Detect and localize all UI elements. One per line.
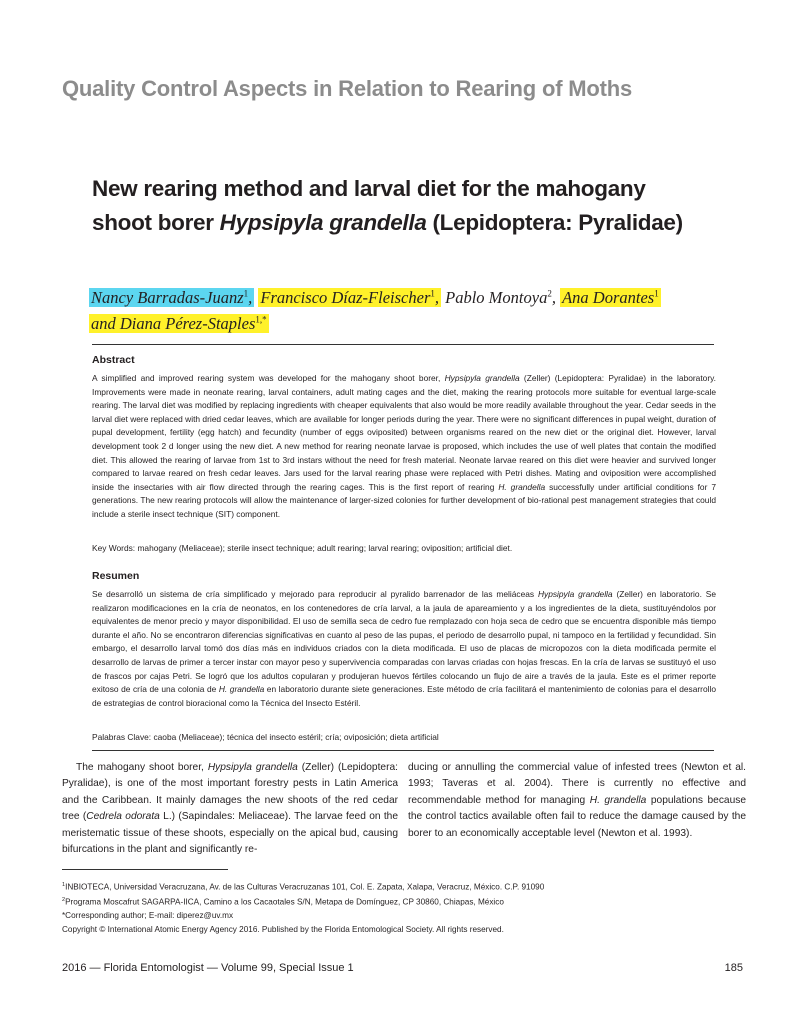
article-title	[92, 172, 692, 240]
author-2: Francisco Díaz-Fleischer$^1$,	[260, 287, 439, 307]
footnote-copyright: Copyright © International Atomic Energy Agency 2016. Published by the Florida Entomological Society. All rights reserved.	[62, 924, 504, 934]
footnote-rule	[62, 869, 228, 870]
author-5: and Diana Pérez-Staples$^{1,*}$	[91, 314, 267, 333]
resumen-keywords: Palabras Clave: caoba (Meliaceae); técnica del insecto estéril; cría; oviposición; dieta artificial	[92, 732, 439, 742]
footnote-corresponding-author: *Corresponding author; E-mail: diperez@uv.mx	[62, 911, 234, 921]
resumen-heading: Resumen	[92, 570, 140, 582]
body-column-right: ducing or annulling the commercial value of infested trees (Newton et al. 1993; Taveras et al. 2004). There is currently no effective and recommendable method for managing H. grandella populations because the control tactics available often fail to reduce the damage caused by the borer to an economically acceptable level (Newton et al. 1993).	[408, 762, 746, 839]
footnote-affiliation-1: $^1$INBIOTECA, Universidad Veracruzana, Av. de las Culturas Veracruzanas 101, Col. E. Zapata, Xalapa, Veracruz, México. C.P. 91090	[62, 882, 545, 892]
title-part-1: New rearing method and larval diet for the mahogany shoot borer	[92, 176, 646, 235]
page-number: 185	[724, 962, 743, 974]
resumen-text: Se desarrolló un sistema de cría simplificado y mejorado para reproducir al pyralido barrenador de las meliáceas Hypsipyla grandella (Zeller) en laboratorio. Se realizaron modificaciones en la cría de neonatos, en los contenedores de cría larval, a la jaula de apareamiento y a los ingredientes de la dieta, sustituyéndolos por equivalentes de menor precio y mayor disponibilidad. El uso de semilla seca de cedro fue remplazado con hoja seca de cedro que se encuentra disponible más tiempo durante el año. No se encontraron diferencias significativas en cuanto al peso de las pupas, el periodo de desarrollo pupal, ni tampoco en la fertilidad y fecundidad. Sin embargo, el desarrollo larval tomó dos días más en individuos criados con la dieta modificada. El uso de placas de micropozos con la dieta modificada permite el desarrollo de larvas de primer a tercer instar con mayor peso y supervivencia comparadas con larvas criadas con hojas frescas. En la cría de larvas se sustituyó el uso de frascos por cajas Petri. Se logró que los adultos copularan y produjeran huevos fértiles colocando un flujo de aire a través de la jaula. Este es el primer reporte exitoso de cría de una colonia de H. grandella en laboratorio durante siete generaciones. Este método de cría facilitará el mantenimiento de colonias para el desarrollo de estrategias de control bioracional como la Técnica del Insecto Estéril.	[92, 589, 716, 708]
abstract-text: A simplified and improved rearing system was developed for the mahogany shoot borer, Hypsipyla grandella (Zeller) (Lepidoptera: Pyralidae) in the laboratory. Improvements were made in neonate rearing, larval containers, adult mating cages and the diet, making the rearing protocols more suitable for eventual large-scale rearing. The larval diet was modified by replacing ingredients with cheaper equivalents that also would be more readily available throughout the year. Cedar seeds in the larval diet were replaced with dried cedar leaves, which are available for longer periods during the year. There were no significant differences in pupal weight, duration of pupal development, fertility (egg hatch) and fecundity (number of eggs oviposited) between organisms reared on the new diet or the original diet. However, larval development took 2 d longer using the new diet. A new method for rearing neonate larvae is proposed, which includes the use of well plates that contain the modified diet. This allowed the rearing of larvae from 1st to 3rd instars without the need for fresh material. Neonate larvae reared on this diet were heavier and survived longer compared to larvae reared on fresh cedar leaves. Jars used for the larval rearing phase were replaced with Petri dishes. Mating and oviposition were accomplished inside the insectaries with air flow directed through the rearing cages. This is the first report of rearing H. grandella successfully under artificial conditions for 7 generations. The new rearing protocols will allow the maintenance of larger-sized colonies for further development of bio-rational pest management strategies that could include a sterile insect technique (SIT) component.	[92, 373, 716, 519]
journal-footer: 2016 — Florida Entomologist — Volume 99, Special Issue 1	[62, 962, 354, 974]
footnotes	[62, 879, 762, 936]
author-1: Nancy Barradas-Juanz$^1$,	[91, 287, 253, 307]
running-head: Quality Control Aspects in Relation to Rearing of Moths	[62, 76, 632, 101]
body-column-left: The mahogany shoot borer, Hypsipyla grandella (Zeller) (Lepidoptera: Pyralidae), is one of the most important forestry pests in Latin America and the Caribbean. It mainly damages the new shoots of the red cedar tree (Cedrela odorata L.) (Sapindales: Meliaceae). The larvae feed on the meristematic tissue of these shoots, especially on the apical bud, causing bifurcations in the plant and significantly re-	[62, 762, 399, 856]
author-4: Ana Dorantes$^1$	[562, 287, 659, 307]
abstract-heading: Abstract	[92, 354, 135, 366]
abstract-top-rule	[92, 344, 714, 345]
title-part-2: (Lepidoptera: Pyralidae)	[426, 210, 683, 235]
author-list	[89, 282, 729, 335]
abstract-keywords: Key Words: mahogany (Meliaceae); sterile insect technique; adult rearing; larval rearing; oviposition; artificial diet.	[92, 543, 513, 553]
author-3: Pablo Montoya$^2$,	[445, 287, 556, 307]
abstract-bottom-rule	[92, 750, 714, 751]
title-species: Hypsipyla grandella	[219, 210, 427, 235]
footnote-affiliation-2: $^2$Programa Moscafrut SAGARPA-IICA, Camino a los Cacaotales S/N, Metapa de Domínguez, CP 30860, Chiapas, México	[62, 897, 504, 907]
